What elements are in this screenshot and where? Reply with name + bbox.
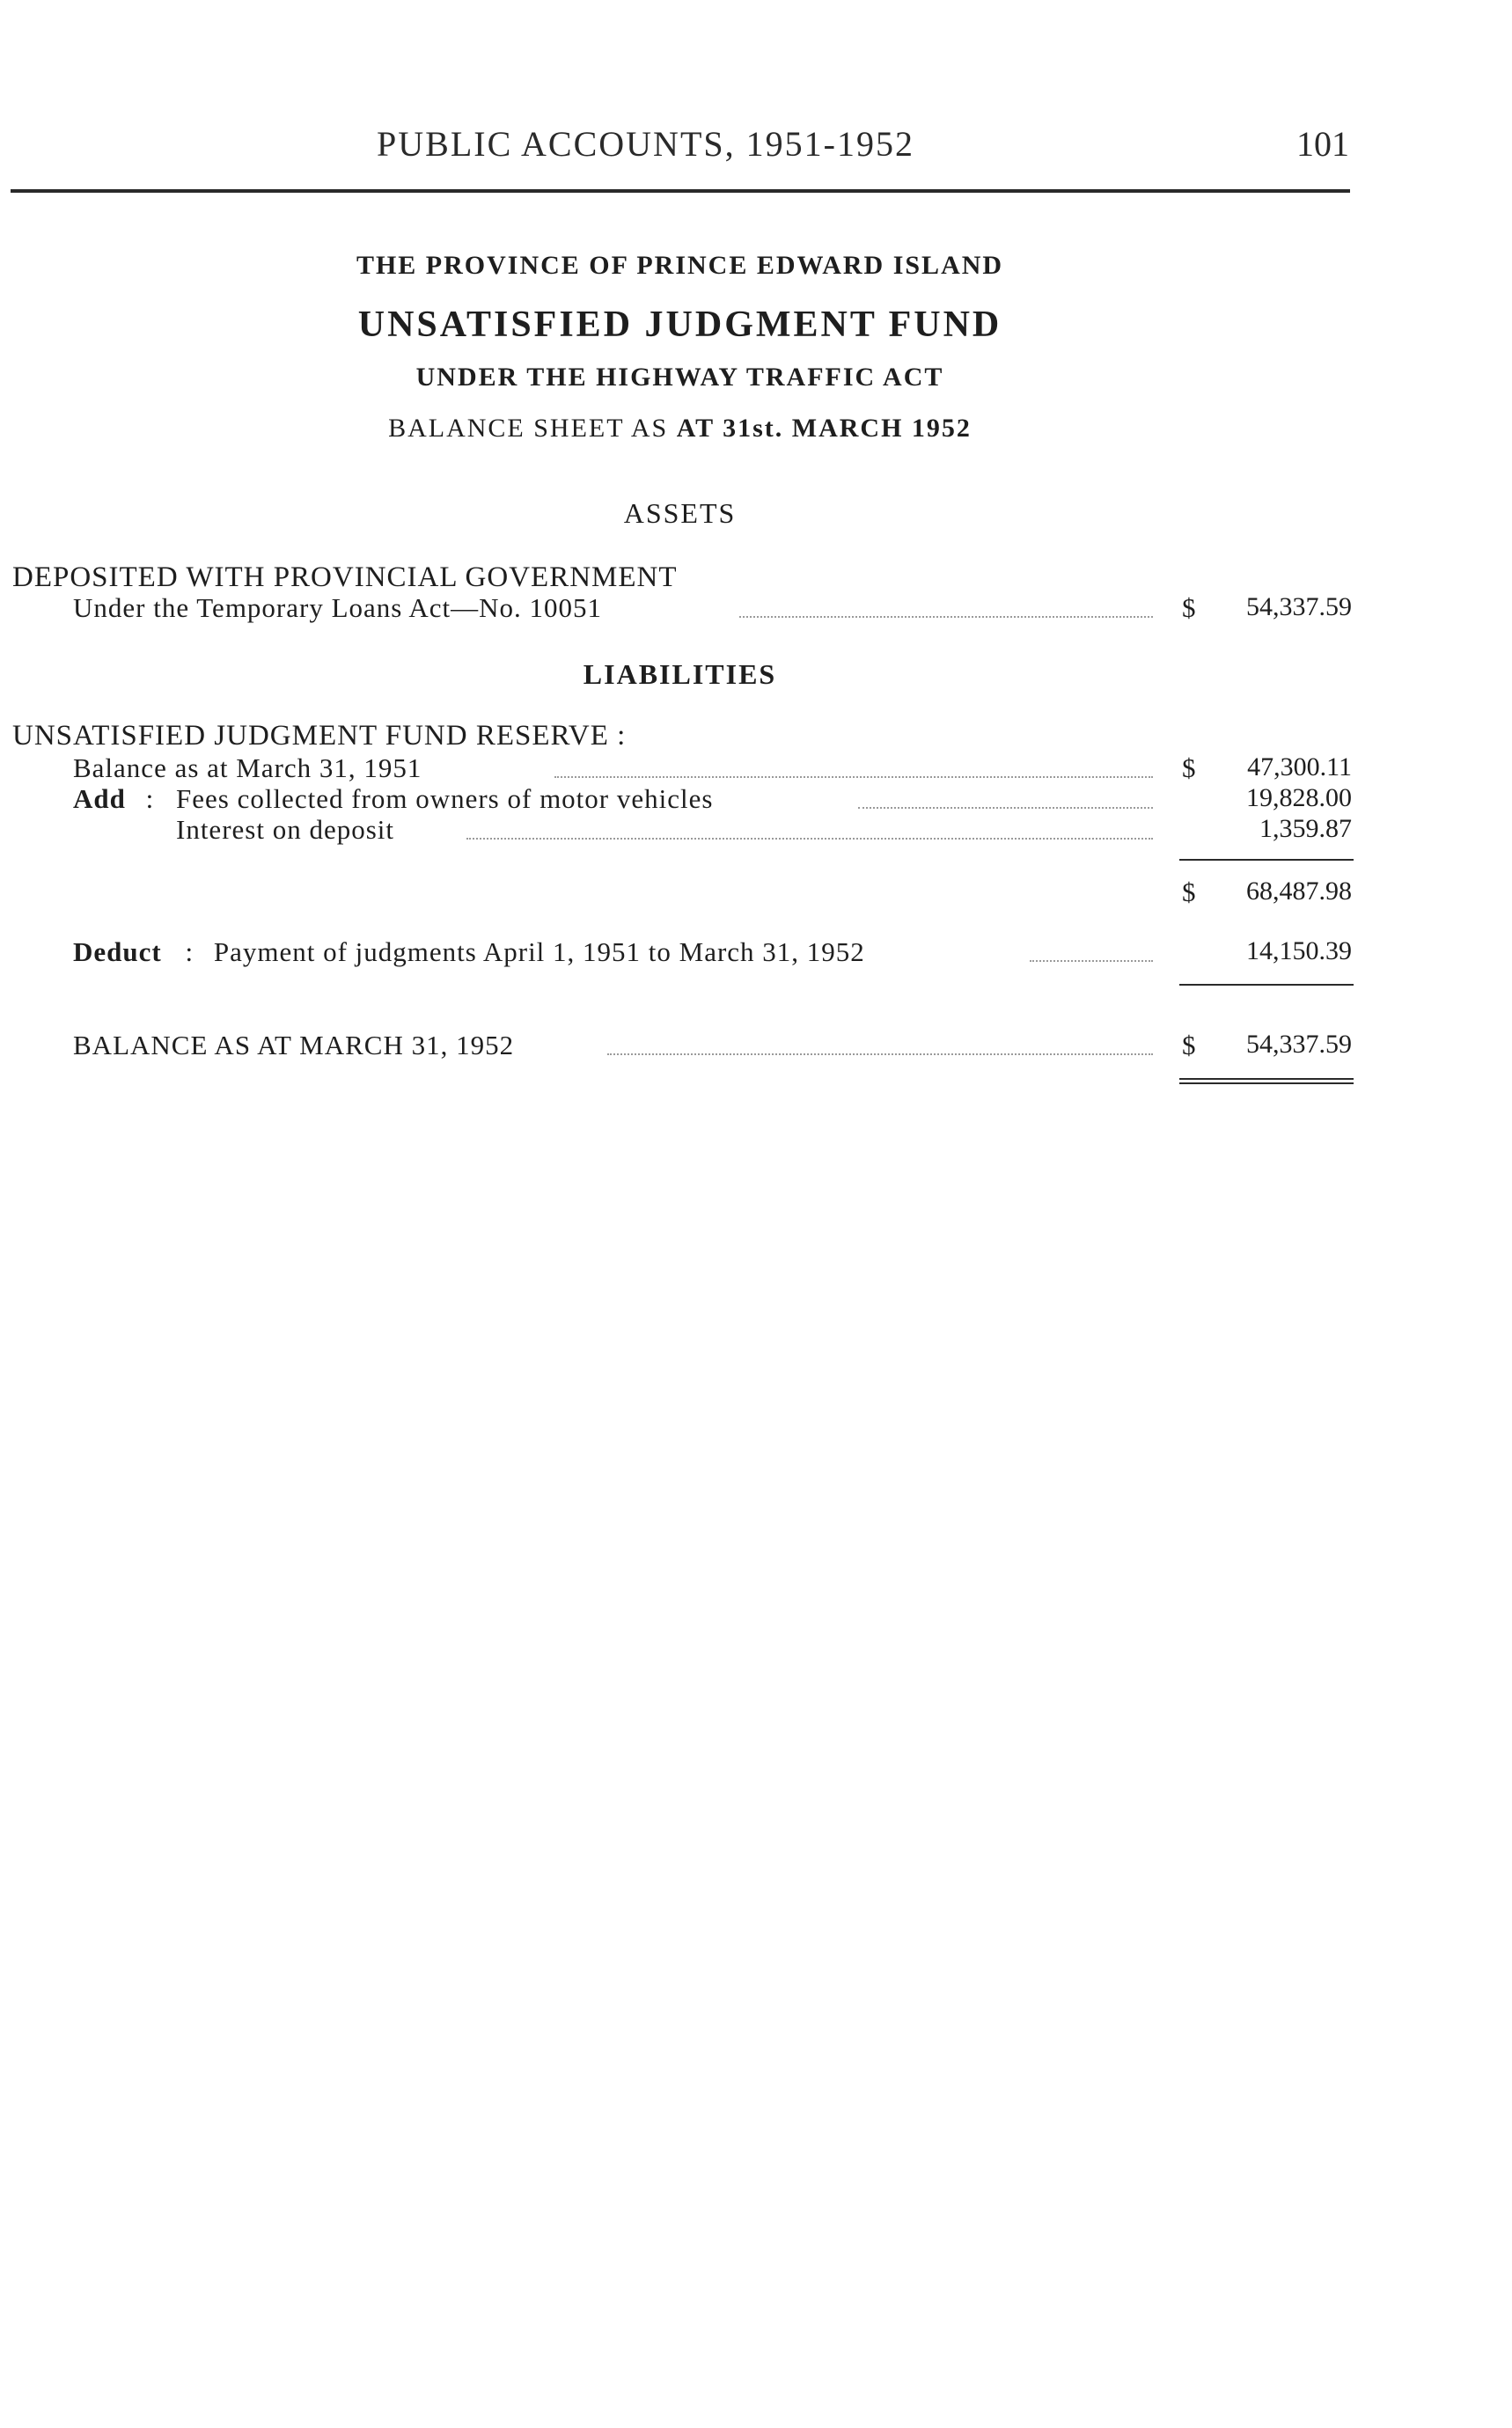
liabilities-heading: LIABILITIES — [583, 658, 777, 690]
balance-currency: $ — [1182, 752, 1196, 783]
balance-amount: 47,300.11 — [1247, 752, 1352, 781]
act-subtitle: UNDER THE HIGHWAY TRAFFIC ACT — [415, 363, 944, 392]
interest-amount: 1,359.87 — [1259, 814, 1352, 843]
final-double-rule-top — [1179, 1078, 1354, 1080]
add-label: Add — [73, 783, 126, 814]
subtotal-rule — [1179, 859, 1354, 861]
assets-currency: $ — [1182, 592, 1196, 623]
page-number: 101 — [1296, 124, 1349, 164]
fees-label: Fees collected from owners of motor vehicles — [176, 783, 714, 814]
deduct-amount: 14,150.39 — [1246, 936, 1352, 965]
final-double-rule-bottom — [1179, 1082, 1354, 1084]
fees-leader — [858, 807, 1153, 809]
final-balance-amount: 54,337.59 — [1246, 1030, 1352, 1059]
balance-sheet-date-suffix: AT 31st. MARCH 1952 — [676, 414, 972, 443]
province-heading: THE PROVINCE OF PRINCE EDWARD ISLAND — [356, 251, 1004, 280]
liabilities-caption: UNSATISFIED JUDGMENT FUND RESERVE : — [12, 720, 627, 752]
final-balance-label: BALANCE AS AT MARCH 31, 1952 — [73, 1030, 515, 1060]
header-rule — [11, 189, 1350, 193]
assets-item-amount: 54,337.59 — [1246, 592, 1352, 621]
deduct-row — [73, 936, 865, 968]
assets-item-label: Under the Temporary Loans Act—No. 10051 — [73, 592, 603, 623]
deduct-text: Payment of judgments April 1, 1951 to March 31, 1952 — [213, 936, 865, 967]
balance-leader — [554, 776, 1153, 778]
interest-label: Interest on deposit — [176, 814, 395, 845]
balance-sheet-date — [0, 414, 1360, 444]
final-currency: $ — [1182, 1030, 1196, 1060]
balance-sheet-date-prefix: BALANCE SHEET AS — [388, 414, 669, 443]
assets-leader — [739, 616, 1153, 618]
balance-label: Balance as at March 31, 1951 — [73, 752, 422, 783]
fund-title: UNSATISFIED JUDGMENT FUND — [357, 304, 1002, 345]
deduct-leader — [1030, 960, 1153, 962]
subtotal-currency: $ — [1182, 877, 1196, 907]
add-row — [73, 783, 154, 815]
deduct-label: Deduct — [73, 936, 162, 967]
fees-amount: 19,828.00 — [1246, 783, 1352, 812]
final-leader — [607, 1053, 1153, 1055]
deduct-separator: : — [185, 936, 195, 967]
assets-caption: DEPOSITED WITH PROVINCIAL GOVERNMENT — [12, 561, 678, 593]
add-separator: : — [145, 783, 155, 814]
deduct-rule — [1179, 984, 1354, 986]
interest-leader — [466, 838, 1153, 840]
running-title: PUBLIC ACCOUNTS, 1951-1952 — [377, 124, 914, 164]
assets-heading: ASSETS — [623, 497, 737, 529]
subtotal-amount: 68,487.98 — [1246, 877, 1352, 906]
